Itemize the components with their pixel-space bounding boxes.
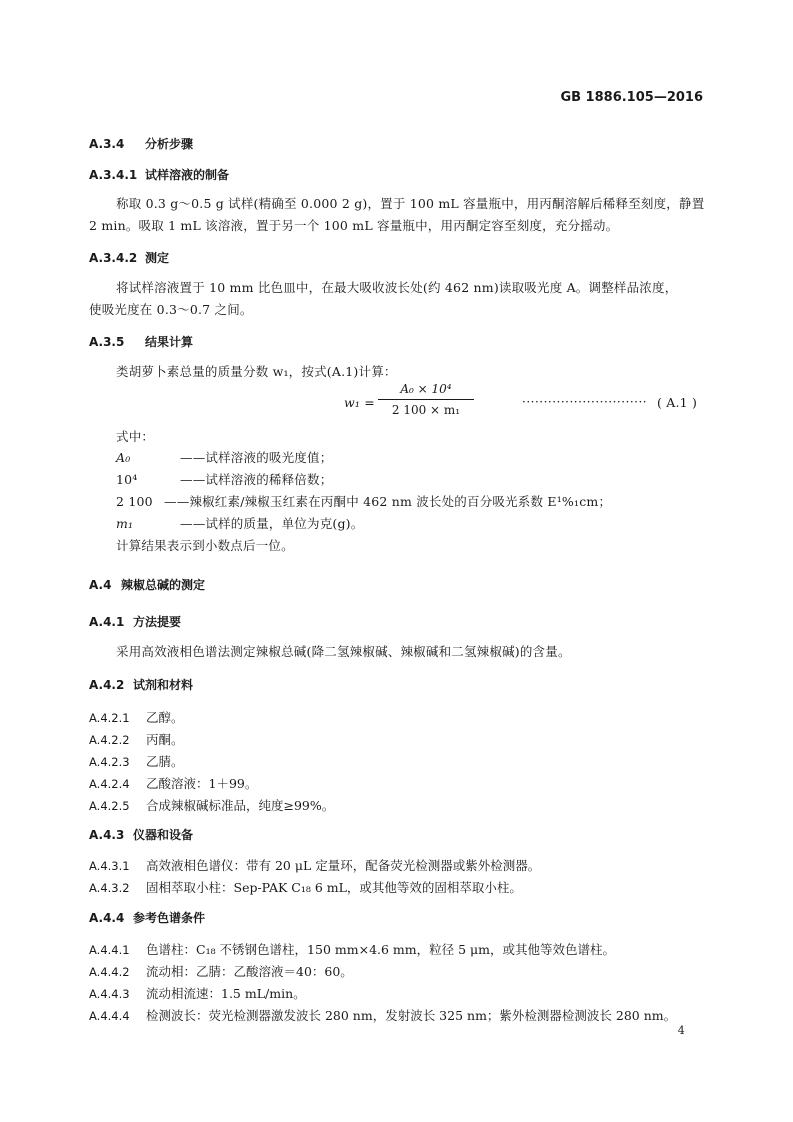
list-item [89, 796, 334, 814]
variable-desc: ——试样的质量，单位为克(g)。 [180, 516, 364, 531]
item-number: A.4.3.2 [89, 881, 130, 895]
heading-a341 [89, 166, 229, 183]
item-text: 流动相：乙腈：乙酸溶液＝40：60。 [146, 964, 353, 979]
where-label: 式中： [116, 429, 155, 444]
item-number: A.4.4.1 [89, 943, 130, 957]
list-item [89, 708, 184, 726]
heading-title: 试剂和材料 [133, 678, 194, 692]
variable-row [116, 492, 611, 510]
item-number: A.4.2.3 [89, 755, 130, 769]
heading-title: 结果计算 [145, 335, 194, 349]
heading-title: 方法提要 [133, 615, 182, 629]
heading-number: A.3.4.2 [89, 251, 138, 265]
heading-number: A.4.3 [89, 828, 125, 842]
paragraph-line: 计算结果表示到小数点后一位。 [116, 538, 294, 553]
variable-row [116, 514, 363, 532]
item-text: 高效液相色谱仪：带有 20 μL 定量环，配备荧光检测器或紫外检测器。 [146, 858, 541, 873]
variable-symbol: m₁ [116, 516, 134, 531]
item-text: 流动相流速：1.5 mL/min。 [146, 986, 306, 1001]
paragraph-line: 类胡萝卜素总量的质量分数 w₁，按式(A.1)计算： [116, 364, 397, 379]
list-item [89, 878, 522, 896]
variable-symbol: 2 100 [116, 494, 153, 509]
heading-number: A.3.4 [89, 137, 125, 151]
heading-a44 [89, 909, 205, 926]
formula-leader: ····························· [522, 395, 648, 409]
item-text: 乙腈。 [146, 754, 184, 769]
list-item [89, 1006, 676, 1024]
variable-symbol: A₀ [116, 450, 131, 465]
heading-a35 [89, 333, 193, 350]
heading-a342 [89, 249, 169, 266]
list-item [89, 856, 540, 874]
paragraph-line: 称取 0.3 g～0.5 g 试样(精确至 0.000 2 g)，置于 100 mL 容量瓶中，用丙酮溶解后稀释至刻度，静置 [116, 196, 705, 211]
heading-number: A.4.1 [89, 615, 125, 629]
standard-number: GB 1886.105—2016 [560, 90, 703, 105]
page-number: 4 [677, 1024, 685, 1037]
variable-desc: ——试样溶液的稀释倍数； [180, 472, 333, 487]
formula-lhs: w₁ = [344, 395, 375, 410]
heading-a4 [89, 576, 205, 593]
item-text: 乙酸溶液：1＋99。 [146, 776, 258, 791]
item-number: A.4.4.3 [89, 987, 130, 1001]
formula-numerator: A₀ × 10⁴ [400, 382, 452, 396]
item-number: A.4.4.4 [89, 1009, 130, 1023]
list-item [89, 730, 184, 748]
heading-title: 辣椒总碱的测定 [121, 578, 206, 592]
heading-title: 参考色谱条件 [133, 911, 206, 925]
item-number: A.4.4.2 [89, 965, 130, 979]
heading-title: 试样溶液的制备 [145, 168, 230, 182]
item-number: A.4.2.4 [89, 777, 130, 791]
formula-denominator: 2 100 × m₁ [391, 403, 461, 417]
item-number: A.4.2.5 [89, 799, 130, 813]
item-number: A.4.2.1 [89, 711, 130, 725]
item-text: 色谱柱：C₁₈ 不锈钢色谱柱，150 mm×4.6 mm，粒径 5 μm，或其他等效色谱柱。 [146, 942, 616, 957]
item-number: A.4.2.2 [89, 733, 130, 747]
list-item [89, 774, 257, 792]
formula-fraction [378, 382, 474, 417]
list-item [89, 984, 306, 1002]
paragraph-line: 使吸光度在 0.3～0.7 之间。 [89, 302, 253, 317]
paragraph-line: 将试样溶液置于 10 mm 比色皿中，在最大吸收波长处(约 462 nm)读取吸光度 A。调整样品浓度， [116, 280, 678, 295]
heading-number: A.3.4.1 [89, 168, 138, 182]
heading-a43 [89, 826, 193, 843]
fraction-bar [378, 399, 474, 400]
variable-symbol: 10⁴ [116, 472, 138, 487]
heading-a34 [89, 135, 193, 152]
item-text: 固相萃取小柱：Sep-PAK C₁₈ 6 mL，或其他等效的固相萃取小柱。 [146, 880, 522, 895]
paragraph-line: 采用高效液相色谱法测定辣椒总碱(降二氢辣椒碱、辣椒碱和二氢辣椒碱)的含量。 [116, 644, 571, 659]
list-item [89, 962, 353, 980]
variable-row [116, 470, 332, 488]
variable-desc: ——试样溶液的吸光度值； [180, 450, 333, 465]
heading-number: A.4.2 [89, 678, 125, 692]
heading-number: A.4.4 [89, 911, 125, 925]
heading-title: 测定 [145, 251, 170, 265]
formula-label: ( A.1 ) [657, 395, 698, 410]
item-text: 合成辣椒碱标准品，纯度≥99%。 [146, 798, 335, 813]
variable-row [116, 448, 332, 466]
heading-number: A.4 [89, 578, 112, 592]
heading-title: 分析步骤 [145, 137, 194, 151]
item-text: 乙醇。 [146, 710, 184, 725]
list-item [89, 752, 184, 770]
heading-a41 [89, 613, 181, 630]
item-number: A.4.3.1 [89, 859, 130, 873]
heading-title: 仪器和设备 [133, 828, 194, 842]
item-text: 丙酮。 [146, 732, 184, 747]
paragraph-line: 2 min。吸取 1 mL 该溶液，置于另一个 100 mL 容量瓶中，用丙酮定容至刻度，充分摇动。 [89, 218, 619, 233]
heading-number: A.3.5 [89, 335, 125, 349]
item-text: 检测波长：荧光检测器激发波长 280 nm，发射波长 325 nm；紫外检测器检测波长 280 nm。 [146, 1008, 677, 1023]
variable-desc: ——辣椒红素/辣椒玉红素在丙酮中 462 nm 波长处的百分吸光系数 E¹%₁cm； [164, 494, 612, 509]
heading-a42 [89, 676, 193, 693]
list-item [89, 940, 615, 958]
